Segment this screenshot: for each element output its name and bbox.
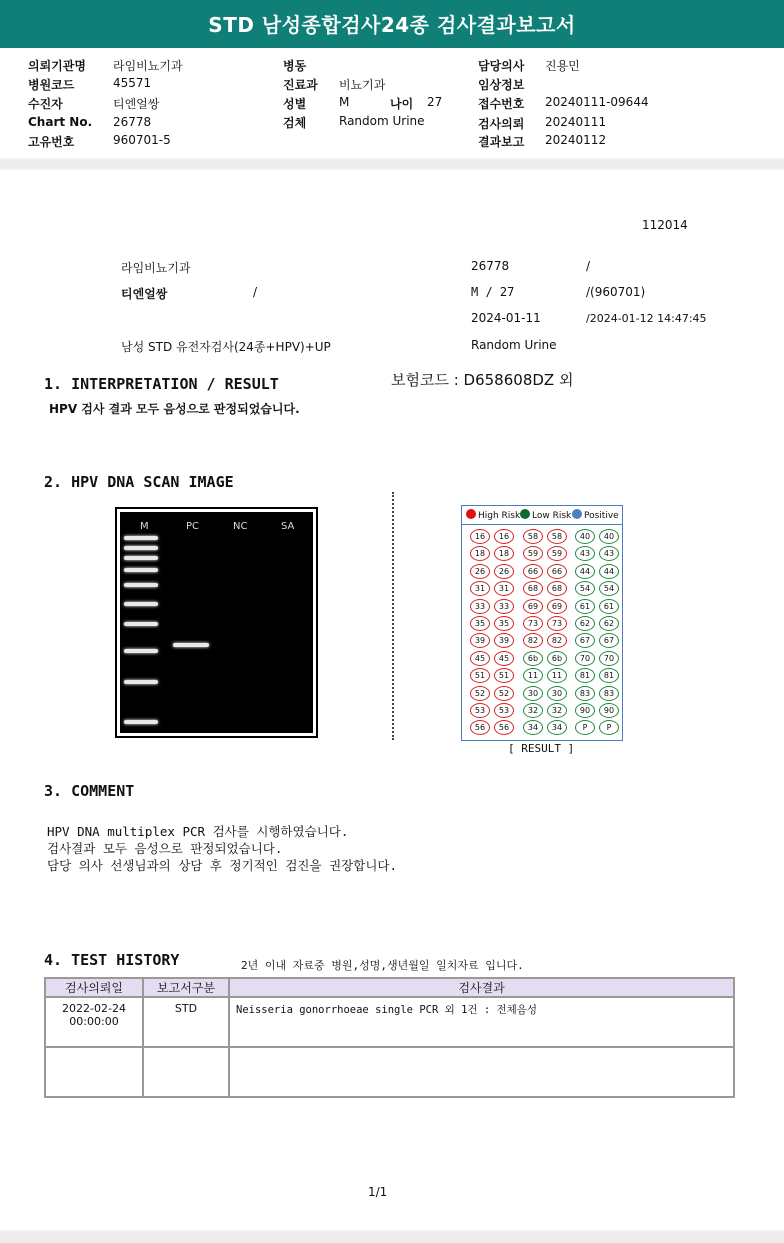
hpv-type-marker: 68 <box>523 581 543 596</box>
header-value: 진용민 <box>545 59 580 73</box>
hpv-type-marker: 34 <box>523 720 543 735</box>
divider <box>392 492 394 740</box>
hpv-type-marker: 58 <box>523 529 543 544</box>
hpv-type-marker: 81 <box>575 668 595 683</box>
section-test-history: 4. TEST HISTORY <box>44 951 180 969</box>
header-value: 라임비뇨기과 <box>113 59 183 73</box>
header-value: 비뇨기과 <box>339 78 386 92</box>
hpv-type-marker: P <box>575 720 595 735</box>
hpv-type-marker: 52 <box>470 686 490 701</box>
ladder-band <box>124 622 158 626</box>
test-name: 남성 STD 유전자검사(24종+HPV)+UP <box>121 340 331 354</box>
lane-label: M <box>140 521 149 532</box>
hpv-type-marker: 83 <box>575 686 595 701</box>
received-date: 2024-01-11 <box>471 311 541 325</box>
hpv-type-marker: 18 <box>470 546 490 561</box>
legend-positive <box>572 509 619 521</box>
gel-image <box>115 507 318 738</box>
legend-high-label: High Risk <box>478 511 521 521</box>
hpv-type-marker: 33 <box>494 599 514 614</box>
ladder-band <box>124 602 158 606</box>
hpv-type-marker: 26 <box>494 564 514 579</box>
hpv-type-marker: 40 <box>599 529 619 544</box>
low-risk-dot-icon <box>520 509 530 519</box>
hpv-type-marker: 6b <box>523 651 543 666</box>
patient-name: 티엔얼쌍 <box>121 287 168 301</box>
result-caption: [ RESULT ] <box>508 742 575 755</box>
header-value: 26778 <box>113 115 152 129</box>
history-result: Neisseria gonorrhoeae single PCR 외 1건 : 전체음성 <box>229 997 734 1047</box>
clinic-name: 라임비뇨기과 <box>121 261 191 275</box>
hpv-type-marker: 83 <box>599 686 619 701</box>
insurance-code: 보험코드 : D658608DZ 외 <box>391 371 574 389</box>
report-header <box>0 48 784 158</box>
divider <box>0 160 784 168</box>
hpv-type-marker: 54 <box>575 581 595 596</box>
header-value: M <box>339 95 350 109</box>
section-scan-image: 2. HPV DNA SCAN IMAGE <box>44 473 234 491</box>
header-label: 검사의뢰 <box>478 117 525 131</box>
header-label: 고유번호 <box>28 135 75 149</box>
header-value: 20240111-09644 <box>545 95 649 109</box>
hpv-type-marker: 45 <box>494 651 514 666</box>
hpv-type-marker: 26 <box>470 564 490 579</box>
header-value: 20240112 <box>545 133 607 147</box>
hpv-type-marker: 31 <box>470 581 490 596</box>
hpv-type-marker: 66 <box>523 564 543 579</box>
lane-label: SA <box>281 521 295 532</box>
hpv-type-marker: 61 <box>599 599 619 614</box>
history-header-row <box>45 978 734 997</box>
legend-high <box>466 509 520 521</box>
hpv-type-marker: 73 <box>523 616 543 631</box>
report-code: 112014 <box>642 218 688 232</box>
legend-low-label: Low Risk <box>532 511 572 521</box>
hpv-type-marker: 67 <box>599 633 619 648</box>
hpv-type-marker: 18 <box>494 546 514 561</box>
reported-datetime: /2024-01-12 14:47:45 <box>586 312 707 325</box>
age-label: 나이 <box>390 97 414 111</box>
hpv-type-marker: 11 <box>547 668 567 683</box>
positive-dot-icon <box>572 509 582 519</box>
header-value: Random Urine <box>339 114 425 128</box>
header-label: 병원코드 <box>28 78 75 92</box>
hpv-type-marker: 33 <box>470 599 490 614</box>
section-interpretation: 1. INTERPRETATION / RESULT <box>44 375 279 393</box>
specimen: Random Urine <box>471 338 557 352</box>
interpretation-text: HPV 검사 결과 모두 음성으로 판정되었습니다. <box>49 402 300 416</box>
high-risk-dot-icon <box>466 509 476 519</box>
hpv-type-marker: 73 <box>547 616 567 631</box>
time-text: 00:00:00 <box>69 1015 119 1028</box>
hpv-type-marker: 45 <box>470 651 490 666</box>
hpv-type-marker: 69 <box>523 599 543 614</box>
hpv-type-marker: P <box>599 720 619 735</box>
legend-positive-label: Positive <box>584 511 619 521</box>
hpv-type-marker: 90 <box>599 703 619 718</box>
empty-cell <box>229 1047 734 1097</box>
hpv-type-marker: 70 <box>599 651 619 666</box>
column-header: 보고서구분 <box>143 978 229 997</box>
section-comment: 3. COMMENT <box>44 782 135 800</box>
ladder-band <box>124 720 158 724</box>
hpv-type-marker: 30 <box>523 686 543 701</box>
table-row <box>45 1047 734 1097</box>
pc-band <box>173 643 209 647</box>
hpv-type-marker: 16 <box>470 529 490 544</box>
hpv-type-marker: 35 <box>494 616 514 631</box>
hpv-type-marker: 69 <box>547 599 567 614</box>
hpv-type-marker: 56 <box>494 720 514 735</box>
hpv-type-marker: 66 <box>547 564 567 579</box>
header-label: 수진자 <box>28 97 63 111</box>
hpv-type-marker: 43 <box>599 546 619 561</box>
hpv-type-marker: 82 <box>547 633 567 648</box>
header-label: 의뢰기관명 <box>28 59 86 73</box>
hpv-type-marker: 59 <box>547 546 567 561</box>
birth-date: /(960701) <box>586 285 646 299</box>
hpv-type-marker: 90 <box>575 703 595 718</box>
column-header: 검사의뢰일 <box>45 978 143 997</box>
hpv-type-marker: 39 <box>470 633 490 648</box>
hpv-type-marker: 30 <box>547 686 567 701</box>
header-label: 결과보고 <box>478 135 525 149</box>
hpv-type-marker: 53 <box>494 703 514 718</box>
hpv-type-marker: 35 <box>470 616 490 631</box>
hpv-type-marker: 61 <box>575 599 595 614</box>
hpv-type-marker: 62 <box>575 616 595 631</box>
history-note: 2년 이내 자료중 병원,성명,생년월일 일치자료 입니다. <box>241 959 524 972</box>
header-label: 담당의사 <box>478 59 525 73</box>
hpv-type-marker: 39 <box>494 633 514 648</box>
hpv-type-marker: 68 <box>547 581 567 596</box>
header-label: 병동 <box>283 59 307 73</box>
empty-cell <box>143 1047 229 1097</box>
hpv-type-marker: 51 <box>494 668 514 683</box>
header-value: 티엔얼쌍 <box>113 97 160 111</box>
hpv-type-marker: 62 <box>599 616 619 631</box>
table-row <box>45 997 734 1047</box>
hpv-type-marker: 81 <box>599 668 619 683</box>
hpv-type-marker: 43 <box>575 546 595 561</box>
ladder-band <box>124 556 158 560</box>
hpv-type-marker: 58 <box>547 529 567 544</box>
header-label: 임상정보 <box>478 78 525 92</box>
slash: / <box>253 285 258 299</box>
hpv-type-marker: 59 <box>523 546 543 561</box>
history-type: STD <box>143 997 229 1047</box>
ladder-band <box>124 536 158 540</box>
header-label: 성별 <box>283 97 307 111</box>
header-value: 960701-5 <box>113 133 171 147</box>
report-paper <box>0 170 784 1230</box>
history-date <box>45 997 143 1047</box>
page-number: 1/1 <box>368 1185 388 1199</box>
comment-line: 검사결과 모두 음성으로 판정되었습니다. <box>47 841 283 856</box>
hpv-type-marker: 31 <box>494 581 514 596</box>
ladder-band <box>124 649 158 653</box>
lane-label: NC <box>233 521 248 532</box>
ladder-band <box>124 568 158 572</box>
lane-label: PC <box>186 521 200 532</box>
hpv-risk-panel <box>461 505 623 741</box>
hpv-type-marker: 11 <box>523 668 543 683</box>
hpv-type-marker: 16 <box>494 529 514 544</box>
hpv-type-marker: 67 <box>575 633 595 648</box>
column-header: 검사결과 <box>229 978 734 997</box>
header-label: Chart No. <box>28 115 93 129</box>
header-label: 검체 <box>283 116 307 130</box>
hpv-type-marker: 54 <box>599 581 619 596</box>
ladder-band <box>124 583 158 587</box>
hpv-type-marker: 40 <box>575 529 595 544</box>
header-label: 진료과 <box>283 78 318 92</box>
header-label: 접수번호 <box>478 97 525 111</box>
hpv-type-marker: 53 <box>470 703 490 718</box>
hpv-type-marker: 52 <box>494 686 514 701</box>
legend-low <box>520 509 571 521</box>
hpv-type-marker: 51 <box>470 668 490 683</box>
header-value: 20240111 <box>545 115 607 129</box>
comment-line: 담당 의사 선생님과의 상담 후 정기적인 검진을 권장합니다. <box>47 858 398 873</box>
age-value: 27 <box>427 95 443 109</box>
hpv-type-marker: 56 <box>470 720 490 735</box>
history-table <box>44 977 735 1098</box>
header-value: 45571 <box>113 76 152 90</box>
report-title: STD 남성종합검사24종 검사결과보고서 <box>0 0 784 48</box>
hpv-type-marker: 82 <box>523 633 543 648</box>
hpv-type-marker: 34 <box>547 720 567 735</box>
chart-number: 26778 <box>471 259 510 273</box>
divider <box>0 1232 784 1243</box>
ladder-band <box>124 546 158 550</box>
hpv-type-marker: 44 <box>599 564 619 579</box>
hpv-type-marker: 44 <box>575 564 595 579</box>
hpv-type-marker: 32 <box>547 703 567 718</box>
hpv-type-marker: 6b <box>547 651 567 666</box>
date-text: 2022-02-24 <box>62 1002 126 1015</box>
hpv-type-marker: 70 <box>575 651 595 666</box>
hpv-type-marker: 32 <box>523 703 543 718</box>
slash: / <box>586 259 591 273</box>
risk-legend <box>462 506 622 525</box>
sex-age: M / 27 <box>471 285 515 299</box>
ladder-band <box>124 680 158 684</box>
comment-line: HPV DNA multiplex PCR 검사를 시행하였습니다. <box>47 824 349 839</box>
empty-cell <box>45 1047 143 1097</box>
